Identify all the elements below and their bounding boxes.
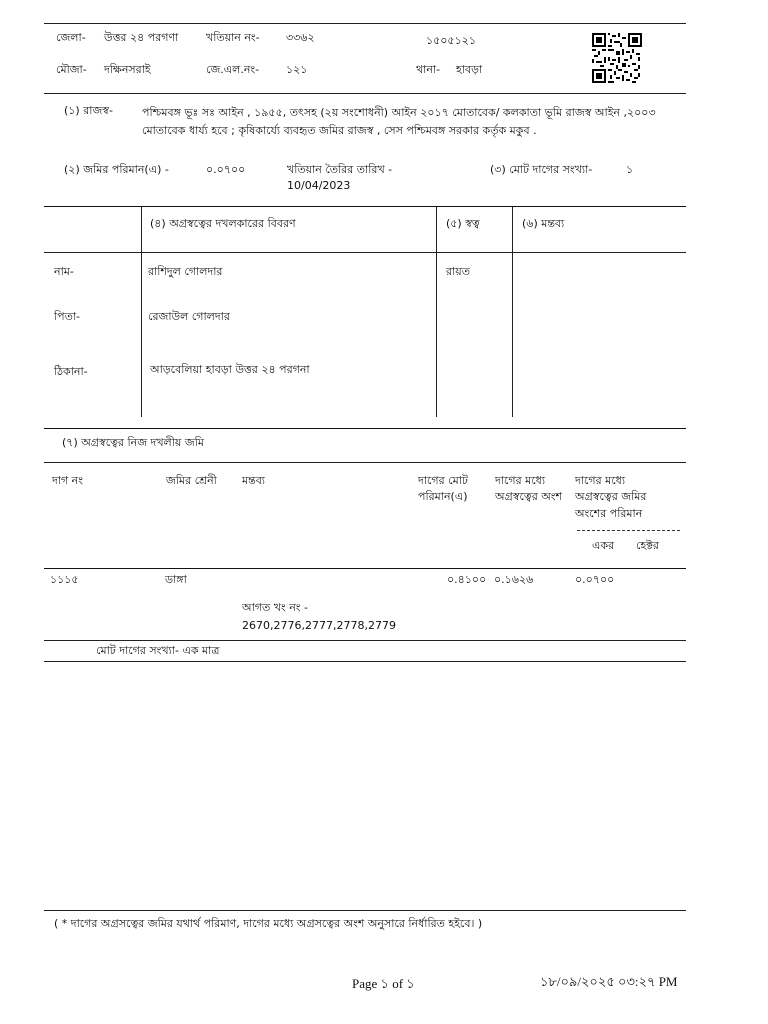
- header-remarks: মন্তব্য: [242, 474, 266, 487]
- district-value: উত্তর ২৪ পরগণা: [104, 31, 179, 44]
- created-value: 10/04/2023: [287, 179, 351, 192]
- plots-value: ১: [626, 163, 634, 176]
- footer-rule: [44, 910, 686, 911]
- owner-col-divider-2: [436, 207, 437, 417]
- agot-value: 2670,2776,2777,2778,2779: [242, 619, 396, 632]
- district-label: জেলা-: [56, 31, 86, 44]
- footer-note: ( * দাগের অগ্রসত্বের জমির যথার্থ পরিমাণ, দাগের মধ্যে অগ্রসত্বের অংশ অনুসারে নির্ধারিত হইবে। ): [54, 917, 483, 930]
- area-value: ০.০৭০০: [206, 163, 246, 176]
- row-class: ডাঙ্গা: [165, 573, 187, 586]
- header-share-line2: অগ্রস্বত্বের অংশ: [495, 490, 563, 503]
- revenue-label: (১) রাজস্ব-: [64, 104, 113, 117]
- page-number: Page ১ of ১: [352, 976, 415, 991]
- row-total: ০.৪১০০: [447, 573, 487, 586]
- row-area: ০.০৭০০: [575, 573, 615, 586]
- created-label: খতিয়ান তৈরির তারিখ -: [287, 163, 393, 176]
- print-timestamp: ১৮/০৯/২০২৫ ০৩:২৭ PM: [540, 974, 678, 989]
- header-area-line1: দাগের মধ্যে: [575, 474, 626, 487]
- owner-col-divider-3: [512, 207, 513, 417]
- header-hectare: হেক্টর: [636, 539, 659, 552]
- qr-code-icon: [592, 33, 642, 83]
- name-label: নাম-: [54, 265, 74, 278]
- agot-label: আগত খং নং -: [242, 601, 309, 614]
- jl-label: জে.এল.নং-: [206, 63, 260, 76]
- row-dag: ১১১৫: [50, 573, 79, 586]
- owner-col-divider-1: [141, 207, 142, 417]
- header-class: জমির শ্রেনী: [166, 474, 217, 487]
- land-bottom-rule: [44, 661, 686, 662]
- address-value: আড়বেলিয়া হাবড়া উত্তর ২৪ পরগনা: [150, 363, 310, 376]
- header-area-line3: অংশের পরিমান: [575, 507, 643, 520]
- col4-header: (৪) অগ্রস্বত্বের দখলকারের বিবরণ: [150, 217, 296, 230]
- father-value: রেজাউল গোলদার: [148, 310, 230, 323]
- col5-header: (৫) স্বত্ব: [446, 217, 480, 230]
- land-header-rule: [44, 568, 686, 569]
- col6-header: (৬) মন্তব্য: [522, 217, 565, 230]
- header-share-line1: দাগের মধ্যে: [495, 474, 546, 487]
- mouza-label: মৌজা-: [56, 63, 87, 76]
- land-section-top-rule: [44, 428, 686, 429]
- mouza-value: দক্ষিনসরাই: [104, 63, 151, 76]
- thana-label: থানা-: [416, 63, 441, 76]
- land-title-rule: [44, 462, 686, 463]
- header-dag: দাগ নং: [52, 474, 83, 487]
- row-share: ০.১৬২৬: [494, 573, 534, 586]
- header-total-line2: পরিমান(এ): [418, 490, 468, 503]
- right-value: রায়ত: [446, 265, 470, 278]
- header-acre: একর: [592, 539, 615, 552]
- header-total-line1: দাগের মোট: [418, 474, 468, 487]
- header-area-line2: অগ্রস্বত্বের জমির: [575, 490, 647, 503]
- name-value: রাশিদুল গোলদার: [148, 265, 223, 278]
- khatian-label: খতিয়ান নং-: [206, 31, 260, 44]
- address-label: ঠিকানা-: [54, 365, 88, 378]
- area-label: (২) জমির পরিমান(এ) -: [64, 163, 169, 176]
- header-rule: [44, 93, 686, 94]
- owner-header-rule: [44, 252, 686, 253]
- khatian-value: ৩৩৬২: [286, 31, 315, 44]
- code-value: ১৫০৫১২১: [426, 34, 476, 47]
- plots-label: (৩) মোট দাগের সংখ্যা-: [490, 163, 593, 176]
- area-subheader-rule: [577, 530, 680, 531]
- jl-value: ১২১: [286, 63, 308, 76]
- thana-value: হাবড়া: [456, 63, 483, 76]
- land-section-title: (৭) অগ্রস্বত্বের নিজ দখলীয় জমি: [62, 436, 204, 449]
- land-row-rule: [44, 640, 686, 641]
- father-label: পিতা-: [54, 310, 81, 323]
- revenue-text: পশ্চিমবঙ্গ ভূঃ সঃ আইন , ১৯৫৫, তৎসহ (২য় সংশোধনী) আইন ২০১৭ মোতাবেক/ কলকাতা ভূমি রাজস্ব আইন ,২০০৩ মোতাবেক ধার্য্য হবে ; কৃষিকার্য্যে ব্যবহৃত জমির রাজস্ব , সেস পশ্চিমবঙ্গ সরকার কর্তৃক মকুব .: [142, 106, 656, 137]
- total-plots: মোট দাগের সংখ্যা- এক মাত্র: [96, 644, 220, 657]
- top-rule: [44, 23, 686, 24]
